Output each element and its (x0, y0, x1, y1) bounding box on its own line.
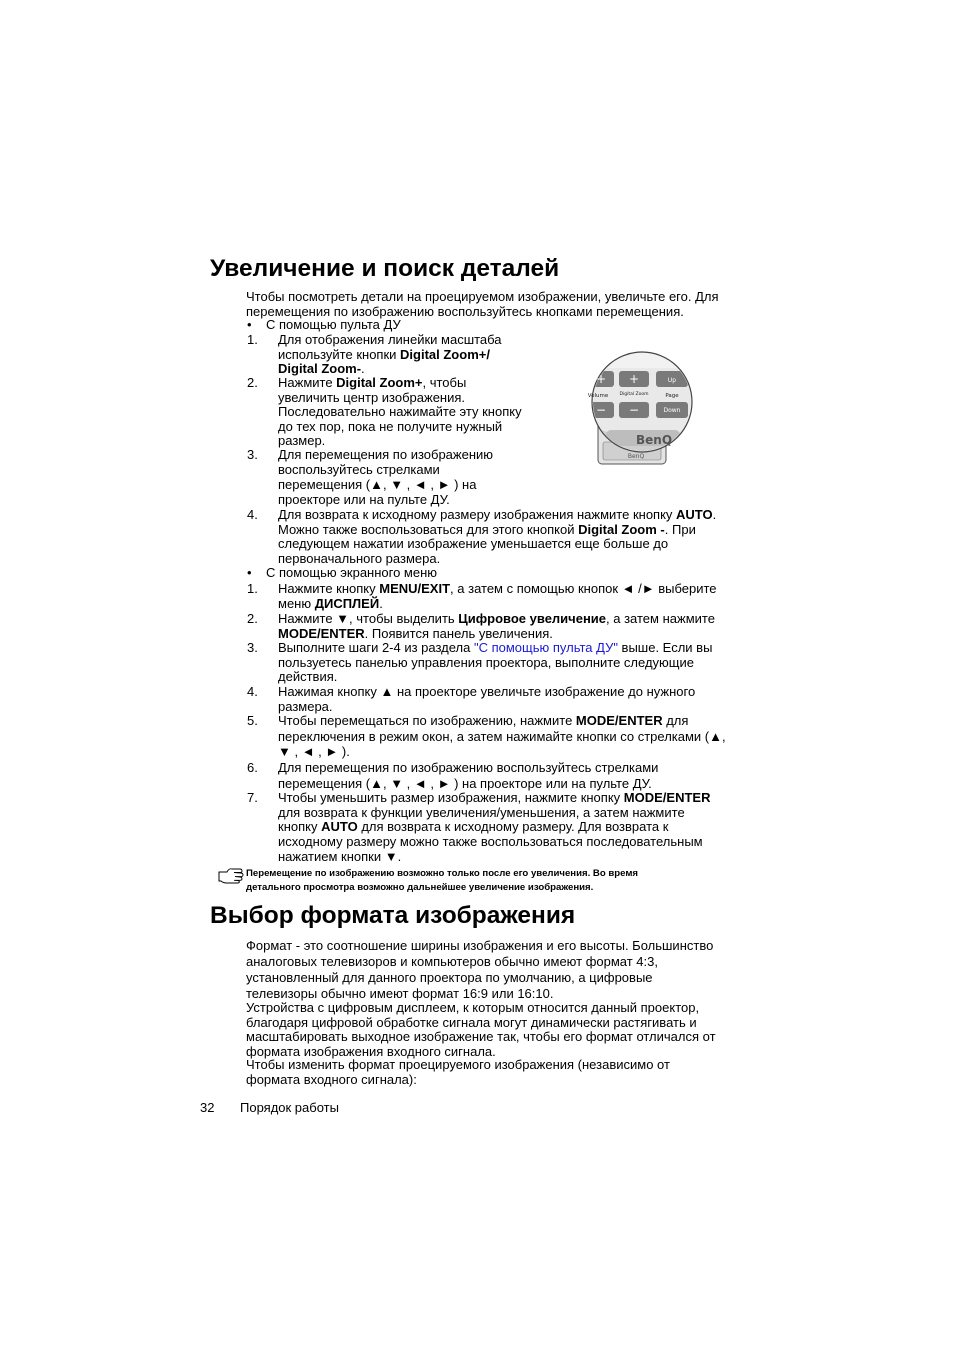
footer-section-name: Порядок работы (240, 1100, 339, 1115)
aspect-paragraph-3: Чтобы изменить формат проецируемого изображения (независимо от формата входного сигнала): (246, 1057, 670, 1087)
aspect-paragraph-1: Формат - это соотношение ширины изображения и его высоты. Большинство аналоговых телевизоров и компьютеров обычно имеют формат 4:3, установленный для данного проектора по умолчанию, а цифровые телевизоры обычно имеют формат 16:9 или 16:10. (246, 938, 714, 1002)
remote-control-icon (586, 348, 704, 468)
osd-step-1: Нажмите кнопку MENU/EXIT, а затем с помощью кнопок ◄ /► выберите меню ДИСПЛЕЙ. (278, 581, 717, 611)
osd-step-6: Для перемещения по изображению воспользуйтесь стрелками перемещения (▲, ▼ , ◄ , ► ) на проекторе или на пульте ДУ. (278, 760, 659, 791)
svg-text:BenQ: BenQ (635, 433, 673, 447)
svg-text:Up: Up (667, 377, 677, 384)
osd-step-3: Выполните шаги 2-4 из раздела "С помощью пульта ДУ" выше. Если вы пользуетесь панелью управления проектора, выполните следующие действия. (278, 640, 713, 685)
svg-text:+: + (628, 372, 640, 386)
bullet-osd: • С помощью экранного меню (247, 565, 438, 580)
remote-step-2: Нажмите Digital Zoom+, чтобы увеличить центр изображения. Последовательно нажимайте эту кнопку до тех пор, пока не получите нужный размер. (278, 375, 522, 449)
note-hand-icon (218, 866, 244, 884)
step-number: 6. (247, 760, 258, 775)
svg-text:−: − (595, 403, 607, 417)
page-number: 32 (200, 1100, 215, 1115)
svg-text:Page: Page (665, 393, 679, 399)
step-number: 1. (247, 332, 258, 347)
osd-step-2: Нажмите ▼, чтобы выделить Цифровое увеличение, а затем нажмите MODE/ENTER. Появится панель увеличения. (278, 611, 715, 641)
osd-step-4: Нажимая кнопку ▲ на проекторе увеличьте изображение до нужного размера. (278, 684, 696, 714)
step-number: 7. (247, 790, 258, 805)
remote-step-1: Для отображения линейки масштаба используйте кнопки Digital Zoom+/ Digital Zoom-. (278, 332, 502, 377)
step-number: 4. (247, 684, 258, 699)
svg-text:BenQ: BenQ (627, 453, 645, 460)
bullet-remote: • С помощью пульта ДУ (247, 317, 401, 332)
step-number: 2. (247, 611, 258, 626)
svg-text:Digital Zoom: Digital Zoom (619, 392, 649, 397)
remote-step-4: Для возврата к исходному размеру изображения нажмите кнопку AUTO. Можно также воспользоваться для этого кнопкой Digital Zoom -. При следующем нажатии изображение уменьшается еще больше до первоначального размера. (278, 507, 717, 566)
svg-text:+: + (595, 372, 607, 386)
note-text: Перемещение по изображению возможно только после его увеличения. Во время детального просмотра возможно дальнейшее увеличение изображения. (246, 868, 639, 893)
osd-step-5: Чтобы перемещаться по изображению, нажмите MODE/ENTER для переключения в режим окон, а затем нажимайте кнопки со стрелками (▲, ▼ , ◄ , ► ). (278, 713, 726, 760)
svg-text:Volume: Volume (587, 393, 609, 399)
svg-text:Down: Down (663, 407, 681, 414)
svg-text:−: − (628, 403, 640, 417)
intro-paragraph: Чтобы посмотреть детали на проецируемом изображении, увеличьте его. Для перемещения по изображению воспользуйтесь кнопками перемещения. (246, 289, 719, 319)
link-remote-section[interactable]: "С помощью пульта ДУ" (473, 640, 618, 655)
aspect-paragraph-2: Устройства с цифровым дисплеем, к которым относится данный проектор, благодаря цифровой обработке сигнала могут динамически растягивать и масштабировать выходное изображение так, чтобы его формат отличался от формата изображения входного сигнала. (246, 1000, 716, 1059)
step-number: 5. (247, 713, 258, 728)
step-number: 2. (247, 375, 258, 390)
step-number: 3. (247, 640, 258, 655)
section-title-zoom: Увеличение и поиск деталей (210, 255, 560, 282)
step-number: 4. (247, 507, 258, 522)
remote-step-3: Для перемещения по изображению воспользуйтесь стрелками перемещения (▲, ▼ , ◄ , ► ) на проекторе или на пульте ДУ. (278, 447, 494, 507)
step-number: 3. (247, 447, 258, 462)
section-title-aspect: Выбор формата изображения (210, 902, 576, 929)
step-number: 1. (247, 581, 258, 596)
osd-step-7: Чтобы уменьшить размер изображения, нажмите кнопку MODE/ENTER для возврата к функции увеличения/уменьшения, а затем нажмите кнопку AUTO для возврата к исходному размеру. Для возврата к исходному размеру можно также воспользоваться последовательным нажатием кнопки ▼. (278, 790, 711, 865)
remote-illustration (586, 348, 704, 468)
